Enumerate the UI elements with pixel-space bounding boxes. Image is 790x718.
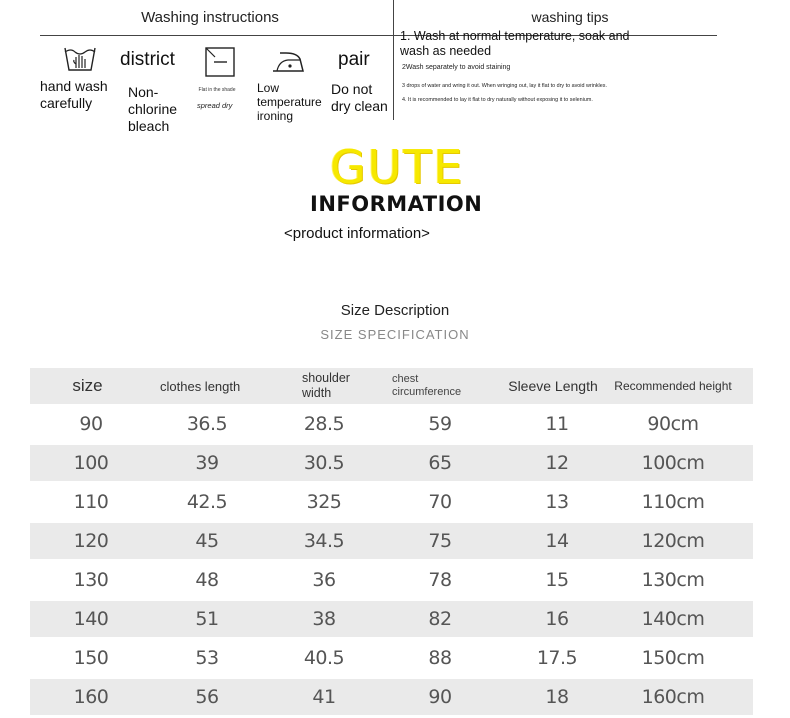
table-row (30, 562, 753, 598)
table-cell: 38 (312, 608, 336, 630)
table-cell: 100 (73, 452, 109, 474)
header-clothes-length: clothes length (160, 378, 241, 394)
table-cell: 88 (428, 647, 452, 669)
table-cell: 45 (195, 530, 219, 552)
table-cell: 53 (195, 647, 219, 669)
washing-tip-4: 4. It is recommended to lay it flat to dry naturally without exposing it to selenium. (402, 97, 593, 103)
table-cell: 120cm (641, 530, 705, 552)
table-cell: 110 (73, 491, 109, 513)
table-cell: 51 (195, 608, 219, 630)
non-chlorine-bleach-label: Non-chlorine bleach (128, 84, 178, 134)
table-cell: 39 (195, 452, 219, 474)
table-cell: 82 (428, 608, 452, 630)
table-row (30, 601, 753, 637)
table-cell: 325 (306, 491, 342, 513)
table-cell: 130cm (641, 569, 705, 591)
washing-tips-title: washing tips (531, 9, 609, 25)
table-cell: 120 (73, 530, 109, 552)
table-cell: 15 (545, 569, 569, 591)
table-cell: 150 (73, 647, 109, 669)
header-shoulder-width: shoulder width (302, 371, 350, 400)
size-specification-subtitle: SIZE SPECIFICATION (320, 327, 470, 342)
table-cell: 59 (428, 413, 452, 435)
low-temperature-ironing-label: Low temperature ironing (257, 81, 322, 123)
table-cell: 36.5 (186, 413, 228, 435)
table-cell: 16 (545, 608, 569, 630)
table-cell: 65 (428, 452, 452, 474)
flat-in-shade-label: Flat in the shade (198, 87, 236, 93)
table-cell: 110cm (641, 491, 705, 513)
table-cell: 160cm (641, 686, 705, 708)
table-cell: 140cm (641, 608, 705, 630)
iron-low-icon (270, 49, 306, 80)
dry-flat-shade-icon (205, 47, 235, 82)
table-cell: 18 (545, 686, 569, 708)
table-cell: 48 (195, 569, 219, 591)
washing-tip-2: 2Wash separately to avoid staining (402, 64, 511, 71)
table-cell: 36 (312, 569, 336, 591)
table-cell: 150cm (641, 647, 705, 669)
table-cell: 34.5 (303, 530, 345, 552)
table-row (30, 445, 753, 481)
table-cell: 11 (545, 413, 569, 435)
table-cell: 14 (545, 530, 569, 552)
table-cell: 140 (73, 608, 109, 630)
table-cell: 75 (428, 530, 452, 552)
table-cell: 41 (312, 686, 336, 708)
divider-vertical (393, 0, 394, 120)
table-row (30, 523, 753, 559)
washing-tip-3: 3 drops of water and wring it out. When wringing out, lay it flat to dry to avoid wrinkles. (402, 83, 607, 89)
table-cell: 160 (73, 686, 109, 708)
table-cell: 90 (79, 413, 103, 435)
table-cell: 13 (545, 491, 569, 513)
washing-instructions-title: Washing instructions (141, 9, 279, 26)
table-cell: 40.5 (303, 647, 345, 669)
hand-wash-icon (63, 44, 97, 79)
table-cell: 28.5 (303, 413, 345, 435)
table-row (30, 640, 753, 676)
brand-logo: GUTE (330, 140, 465, 194)
table-cell: 130 (73, 569, 109, 591)
header-size: size (72, 376, 103, 395)
table-cell: 90cm (647, 413, 699, 435)
table-cell: 100cm (641, 452, 705, 474)
table-cell: 42.5 (186, 491, 228, 513)
district-label: district (120, 49, 175, 70)
spread-dry-label: spread dry (197, 101, 233, 110)
table-row (30, 484, 753, 520)
header-recommended-height: Recommended height (614, 379, 732, 393)
table-cell: 12 (545, 452, 569, 474)
table-row (30, 679, 753, 715)
header-sleeve-length: Sleeve Length (508, 378, 598, 394)
pair-label: pair (338, 49, 370, 70)
table-cell: 70 (428, 491, 452, 513)
washing-tip-1: 1. Wash at normal temperature, soak and wash as needed (400, 29, 630, 58)
table-header-row (30, 368, 753, 404)
header-chest-circumference: chest circumference (392, 373, 462, 398)
size-description-title: Size Description (340, 302, 450, 319)
table-cell: 90 (428, 686, 452, 708)
table-cell: 17.5 (536, 647, 578, 669)
do-not-dry-clean-label: Do not dry clean (331, 81, 388, 114)
product-information-subtitle: <product information> (284, 225, 430, 242)
hand-wash-label: hand wash carefully (40, 78, 108, 111)
table-cell: 56 (195, 686, 219, 708)
information-heading: INFORMATION (310, 192, 483, 216)
table-cell: 78 (428, 569, 452, 591)
table-cell: 30.5 (303, 452, 345, 474)
table-row (30, 406, 753, 442)
